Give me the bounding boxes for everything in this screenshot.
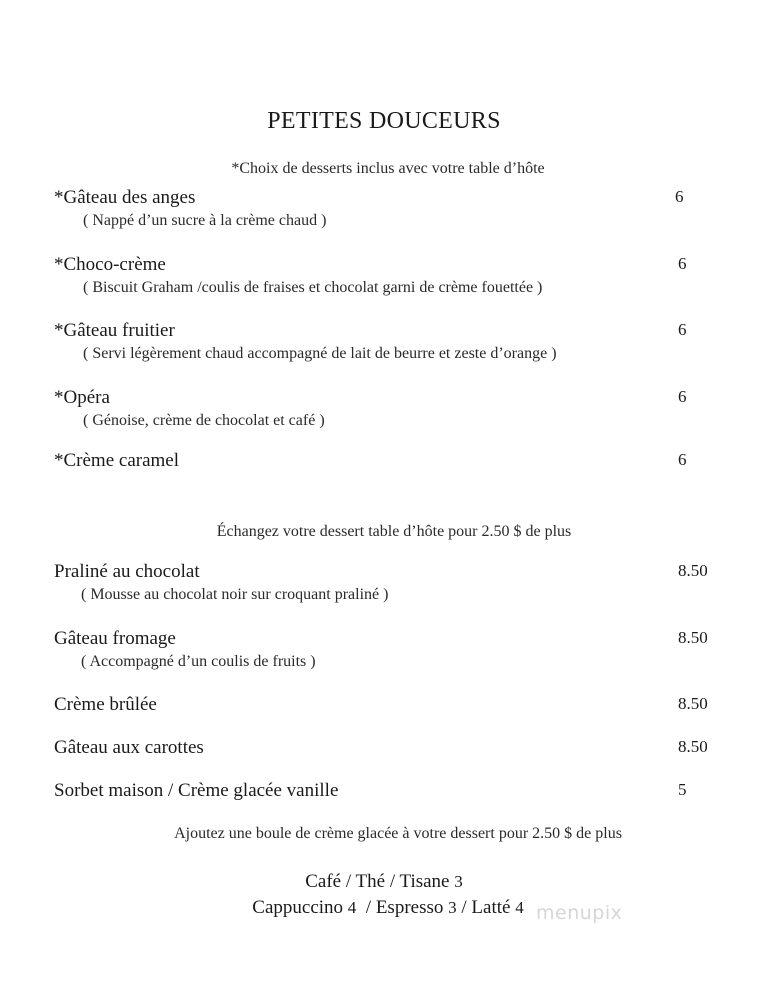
item-name: Gâteau fromage	[54, 628, 176, 649]
item-name: Gâteau aux carottes	[54, 737, 204, 758]
cappuccino-price: 4	[347, 898, 357, 917]
item-price: 8.50	[678, 628, 708, 647]
item-description: ( Biscuit Graham /coulis de fraises et chocolat garni de crème fouettée )	[83, 279, 543, 296]
item-name: *Choco-crème	[54, 254, 166, 275]
item-price: 8.50	[678, 694, 708, 713]
espresso-price: 3	[448, 898, 457, 917]
item-description: ( Nappé d’un sucre à la crème chaud )	[83, 212, 327, 229]
separator: /	[461, 897, 467, 918]
item-name: Crème brûlée	[54, 694, 157, 715]
item-description: ( Accompagné d’un coulis de fruits )	[81, 653, 316, 670]
beverage-label: Café / Thé / Tisane	[305, 871, 450, 892]
icecream-note: Ajoutez une boule de crème glacée à votre dessert pour 2.50 $ de plus	[174, 825, 622, 842]
item-name: Sorbet maison / Crème glacée vanille	[54, 780, 339, 801]
item-name: *Gâteau des anges	[54, 187, 196, 208]
item-price: 6	[678, 450, 687, 469]
item-price: 6	[678, 387, 687, 406]
exchange-note: Échangez votre dessert table d’hôte pour 2.50 $ de plus	[216, 523, 572, 540]
espresso-label: Espresso	[375, 897, 444, 918]
latte-label: Latté	[471, 897, 511, 918]
item-name: *Gâteau fruitier	[54, 320, 175, 341]
beverage-line-espresso-drinks	[4, 897, 768, 919]
item-price: 5	[678, 780, 687, 799]
latte-price: 4	[515, 898, 524, 917]
item-description: ( Génoise, crème de chocolat et café )	[83, 412, 325, 429]
beverage-price: 3	[454, 872, 463, 891]
item-name: *Crème caramel	[54, 450, 180, 471]
item-name: *Opéra	[54, 387, 110, 408]
item-name: Praliné au chocolat	[54, 561, 200, 582]
item-price: 6	[675, 187, 684, 206]
item-price: 8.50	[678, 737, 708, 756]
item-price: 6	[678, 320, 687, 339]
menu-title: PETITES DOUCEURS	[267, 108, 501, 134]
separator: /	[361, 897, 372, 918]
item-price: 8.50	[678, 561, 708, 580]
item-description: ( Servi légèrement chaud accompagné de lait de beurre et zeste d’orange )	[83, 345, 557, 362]
watermark-logo: menupix	[536, 902, 623, 924]
cappuccino-label: Cappuccino	[252, 897, 344, 918]
item-price: 6	[678, 254, 687, 273]
table-hote-note: *Choix de desserts inclus avec votre table d’hôte	[231, 160, 545, 177]
beverage-line-coffee-tea	[0, 871, 768, 893]
item-description: ( Mousse au chocolat noir sur croquant praliné )	[81, 586, 389, 603]
